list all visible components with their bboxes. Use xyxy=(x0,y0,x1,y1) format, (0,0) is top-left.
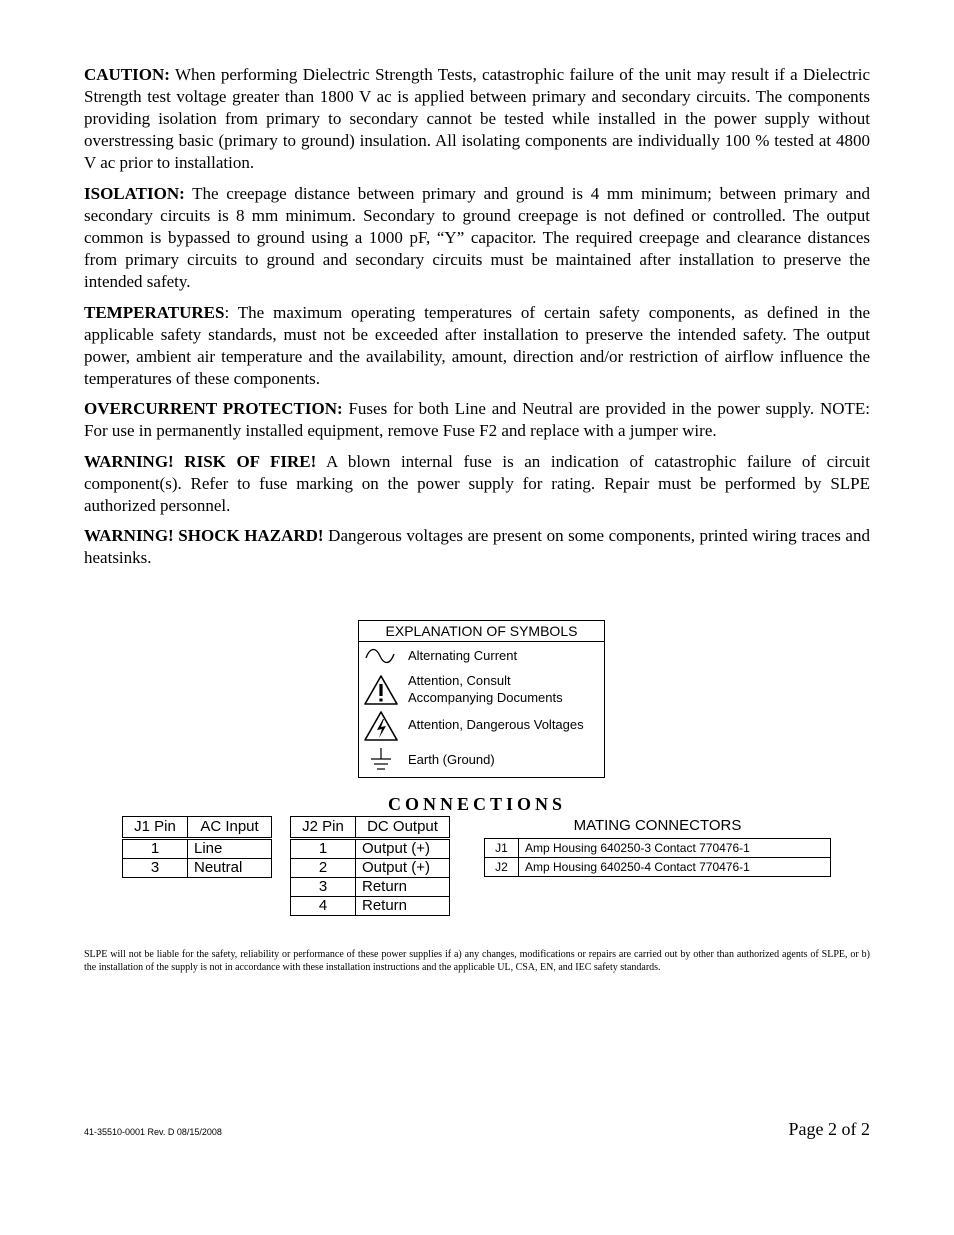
table-row xyxy=(291,859,450,878)
table-cell: Return xyxy=(356,878,450,897)
mating-connectors-table xyxy=(484,838,831,877)
symbol-label: Accompanying Documents xyxy=(408,690,563,705)
table-row xyxy=(485,839,831,858)
table-row xyxy=(291,839,450,859)
table-row xyxy=(291,897,450,916)
table-cell: 2 xyxy=(291,859,356,878)
symbols-title: EXPLANATION OF SYMBOLS xyxy=(359,621,604,642)
temperatures-heading: TEMPERATURES xyxy=(84,303,225,322)
symbol-row-ac xyxy=(359,643,604,669)
table-header-cell: J1 Pin xyxy=(123,817,188,839)
symbol-label: Earth (Ground) xyxy=(408,752,495,767)
overcurrent-heading: OVERCURRENT PROTECTION: xyxy=(84,399,343,418)
caution-body: When performing Dielectric Strength Tests, catastrophic failure of the unit may result if a Dielectric Strength test voltage greater than 1800 V ac is applied between primary and secondary circuits. The components providing isolation from primary to secondary cannot be tested while installed in the power supply without overstressing basic (primary to ground) insulation. All isolating components are individually 100 % tested at 4800 V ac prior to installation. xyxy=(84,65,870,172)
fire-warning-heading: WARNING! RISK OF FIRE! xyxy=(84,452,317,471)
fire-warning-paragraph xyxy=(84,451,870,517)
table-cell: J1 xyxy=(485,839,519,858)
symbol-row-voltage xyxy=(359,709,604,743)
fire-warning-body: A blown internal fuse is an indication of catastrophic failure of circuit component(s). Refer to fuse marking on the power supply for rating. Repair must be performed by SLPE authorized personnel. xyxy=(84,452,871,515)
table-cell: J2 xyxy=(485,858,519,877)
table-row xyxy=(485,858,831,877)
table-cell: 3 xyxy=(291,878,356,897)
symbol-label: Attention, Consult xyxy=(408,673,511,688)
table-header-cell: AC Input xyxy=(188,817,272,839)
isolation-body: The creepage distance between primary and ground is 4 mm minimum; between primary and secondary circuits is 8 mm minimum. Secondary to ground creepage is not defined or controlled. The output common is bypassed to ground using a 1000 pF, “Y” capacitor. The required creepage and clearance distances from primary circuits to ground and secondary circuits must be maintained after installation to preserve the intended safety. xyxy=(84,184,870,291)
earth-ground-icon xyxy=(363,746,399,774)
connections-title: CONNECTIONS xyxy=(387,794,567,814)
shock-warning-body: Dangerous voltages are present on some components, printed wiring traces and heatsinks. xyxy=(84,526,870,567)
table-cell: 3 xyxy=(123,859,188,878)
table-cell: Amp Housing 640250-3 Contact 770476-1 xyxy=(519,839,831,858)
caution-paragraph xyxy=(84,64,870,174)
overcurrent-paragraph xyxy=(84,398,870,442)
table-header-row xyxy=(123,817,272,839)
document-number: 41-35510-0001 Rev. D 08/15/2008 xyxy=(84,1127,222,1137)
temperatures-paragraph xyxy=(84,302,870,390)
isolation-paragraph xyxy=(84,183,870,293)
table-row xyxy=(123,859,272,878)
table-cell: Output (+) xyxy=(356,839,450,859)
symbol-label: Attention, Dangerous Voltages xyxy=(408,717,584,732)
caution-heading: CAUTION: xyxy=(84,65,170,84)
dangerous-voltage-icon xyxy=(363,710,399,742)
table-cell: Neutral xyxy=(188,859,272,878)
table-header-cell: J2 Pin xyxy=(291,817,356,839)
symbol-row-ground xyxy=(359,745,604,775)
j1-pin-table xyxy=(122,816,272,878)
table-cell: Output (+) xyxy=(356,859,450,878)
table-cell: 1 xyxy=(291,839,356,859)
overcurrent-body: Fuses for both Line and Neutral are provided in the power supply. NOTE: For use in permanently installed equipment, remove Fuse F2 and replace with a jumper wire. xyxy=(84,399,871,440)
symbols-box xyxy=(358,620,605,778)
table-header-row xyxy=(291,817,450,839)
liability-disclaimer: SLPE will not be liable for the safety, reliability or performance of these power supplies if a) any changes, modifications or repairs are carried out by other than authorized agents of SLPE, or b) the installation of the supply is not in accordance with these installation instructions and the applicable UL, CSA, EN, and IEC safety standards. xyxy=(84,949,870,973)
table-row xyxy=(291,878,450,897)
table-row xyxy=(123,839,272,859)
table-header-cell: DC Output xyxy=(356,817,450,839)
table-cell: 1 xyxy=(123,839,188,859)
mating-connectors-title: MATING CONNECTORS xyxy=(573,817,742,834)
table-cell: Amp Housing 640250-4 Contact 770476-1 xyxy=(519,858,831,877)
j2-pin-table xyxy=(290,816,450,916)
page-number: Page 2 of 2 xyxy=(788,1119,870,1139)
attention-icon xyxy=(363,674,399,706)
table-cell: Return xyxy=(356,897,450,916)
shock-warning-paragraph xyxy=(84,525,870,569)
shock-warning-heading: WARNING! SHOCK HAZARD! xyxy=(84,526,324,545)
table-cell: Line xyxy=(188,839,272,859)
isolation-heading: ISOLATION: xyxy=(84,184,185,203)
symbol-label: Alternating Current xyxy=(408,648,518,663)
symbol-row-attention xyxy=(359,671,604,709)
temperatures-body: : The maximum operating temperatures of certain safety components, as defined in the applicable safety standards, must not be exceeded after installation to preserve the intended safety. The output power, ambient air temperature and the availability, amount, direction and/or restriction of airflow influence the temperatures of these components. xyxy=(84,303,870,388)
table-cell: 4 xyxy=(291,897,356,916)
alternating-current-icon xyxy=(363,645,397,667)
